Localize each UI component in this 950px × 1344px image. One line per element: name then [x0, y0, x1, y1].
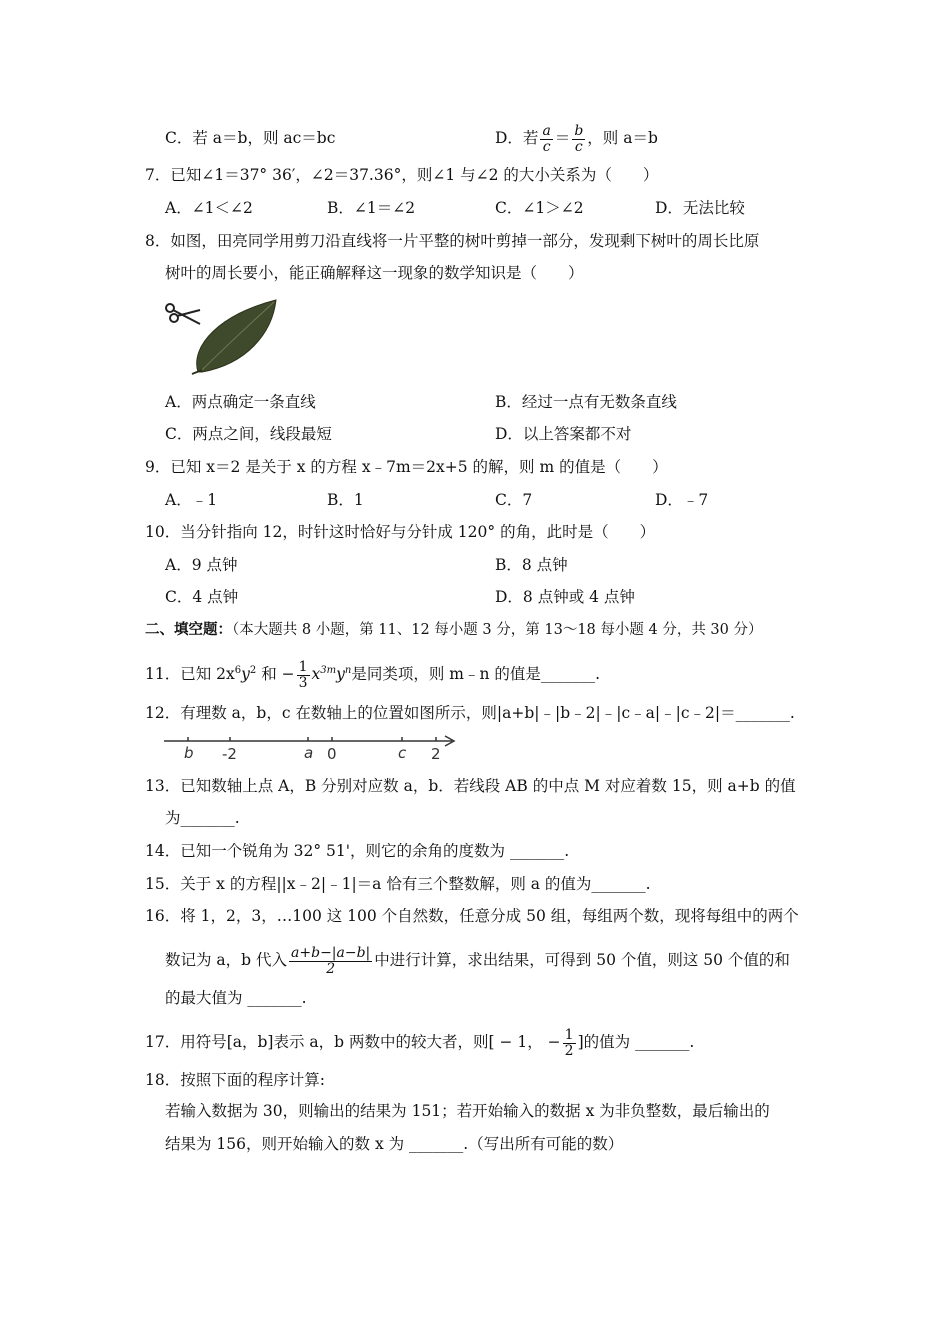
axis-label-a: a	[304, 744, 314, 762]
q11-exp3: 3m	[320, 664, 337, 676]
q10-option-c: C．4 点钟	[165, 588, 239, 606]
q11-exp4: n	[344, 664, 352, 676]
q11-y2: y	[336, 665, 345, 683]
q10-option-b: B．8 点钟	[495, 556, 568, 574]
axis-label-neg2: -2	[222, 745, 237, 762]
q10-option-d: D．8 点钟或 4 点钟	[495, 588, 635, 606]
q10-option-a: A．9 点钟	[165, 556, 238, 574]
q16-stem-line2	[165, 938, 790, 982]
q16-stem-line3: 的最大值为 _______.	[165, 989, 307, 1007]
q6-option-c: C．若 a＝b，则 ac＝bc	[165, 129, 336, 147]
q6-option-d	[495, 116, 658, 160]
q7-stem: 7．已知∠1＝37° 36′，∠2＝37.36°，则∠1 与∠2 的大小关系为（ ）	[145, 166, 659, 184]
q17-suffix: ]的值为 _______.	[577, 1033, 695, 1051]
q7-option-d: D．无法比较	[655, 199, 745, 217]
q18-stem: 18．按照下面的程序计算:	[145, 1071, 325, 1089]
q6-option-d-suffix: ，则 a＝b	[587, 129, 658, 147]
q7-option-a: A．∠1＜∠2	[165, 199, 253, 217]
q8-stem-line2: 树叶的周长要小，能正确解释这一现象的数学知识是（ ）	[165, 264, 584, 282]
q16-suffix: 中进行计算，求出结果，可得到 50 个值，则这 50 个值的和	[374, 951, 790, 969]
q6-option-d-prefix: D．若	[495, 129, 539, 147]
q6-fraction-a-over-c: $\frac{a}{c}$	[542, 122, 551, 155]
q11-exp2: 2	[249, 664, 257, 676]
q7-option-b: B．∠1＝∠2	[327, 199, 416, 217]
q12-stem: 12．有理数 a，b，c 在数轴上的位置如图所示，则|a+b|﹣|b﹣2|﹣|c﹣a|﹣|c﹣2|＝_______.	[145, 704, 795, 722]
q11-y: y	[241, 665, 250, 683]
q16-fraction: $\frac{a+b-|a-b|}{2}$	[291, 944, 371, 977]
q9-option-a: A．﹣1	[165, 491, 218, 509]
q8-option-b: B．经过一点有无数条直线	[495, 393, 677, 411]
leaf-scissors-figure	[162, 294, 282, 376]
q18-line3: 结果为 156，则开始输入的数 x 为 _______.（写出所有可能的数）	[165, 1135, 624, 1153]
q6-fraction-b-over-c: $\frac{b}{c}$	[574, 122, 584, 155]
axis-label-b: b	[184, 744, 194, 762]
q8-option-a: A．两点确定一条直线	[165, 393, 316, 411]
q16-prefix: 数记为 a，b 代入	[165, 951, 288, 969]
q8-stem-line1: 8．如图，田亮同学用剪刀沿直线将一片平整的树叶剪掉一部分，发现剩下树叶的周长比原	[145, 232, 760, 250]
q9-stem: 9．已知 x＝2 是关于 x 的方程 x﹣7m＝2x+5 的解，则 m 的值是（ ）	[145, 458, 668, 476]
q16-stem-line1: 16．将 1，2，3，…100 这 100 个自然数，任意分成 50 组，每组两个数，现将每组中的两个	[145, 907, 799, 925]
number-line-figure	[162, 732, 462, 762]
scissors-icon	[166, 304, 200, 324]
section2-header	[145, 620, 763, 640]
q17-prefix: 17．用符号[a，b]表示 a，b 两数中的较大者，则[ − 1， −	[145, 1033, 561, 1051]
axis-label-c: c	[398, 744, 407, 762]
q13-stem-line2: 为_______.	[165, 809, 240, 827]
q18-line2: 若输入数据为 30，则输出的结果为 151；若开始输入的数据 x 为非负整数，最后输出的	[165, 1102, 770, 1120]
q17-fraction: $\frac{1}{2}$	[564, 1026, 574, 1059]
q9-option-b: B．1	[327, 491, 364, 509]
q13-stem-line1: 13．已知数轴上点 A，B 分别对应数 a，b．若线段 AB 的中点 M 对应着数 15，则 a+b 的值	[145, 777, 796, 795]
q8-option-c: C．两点之间，线段最短	[165, 425, 332, 443]
q11-prefix: 11．已知 2x	[145, 665, 235, 683]
section2-note: （本大题共 8 小题，第 11、12 每小题 3 分，第 13～18 每小题 4 分，共 30 分）	[232, 622, 763, 638]
q9-option-c: C．7	[495, 491, 533, 509]
q7-option-c: C．∠1＞∠2	[495, 199, 584, 217]
q11-x: x	[311, 665, 321, 683]
axis-label-2: 2	[431, 745, 441, 762]
number-line-svg	[162, 732, 462, 762]
q11-stem	[145, 652, 600, 696]
q11-and: 和 −	[256, 665, 295, 683]
leaf-scissors-svg	[162, 294, 282, 376]
q10-stem: 10．当分针指向 12，时针这时恰好与分针成 120° 的角，此时是（ ）	[145, 523, 656, 541]
q17-stem	[145, 1020, 694, 1064]
q9-option-d: D．﹣7	[655, 491, 709, 509]
section2-title: 二、填空题：	[145, 621, 232, 638]
q15-stem: 15．关于 x 的方程||x﹣2|﹣1|＝a 恰有三个整数解，则 a 的值为_______.	[145, 875, 651, 893]
axis-label-0: 0	[327, 745, 337, 762]
q11-fraction: $\frac{1}{3}$	[298, 658, 308, 691]
q14-stem: 14．已知一个锐角为 32° 51'，则它的余角的度数为 _______.	[145, 842, 570, 860]
q6-equals: ＝	[554, 129, 571, 147]
q11-suffix: 是同类项，则 m﹣n 的值是_______.	[351, 665, 601, 683]
q11-exp1: 6	[234, 664, 242, 676]
q8-option-d: D．以上答案都不对	[495, 425, 632, 443]
